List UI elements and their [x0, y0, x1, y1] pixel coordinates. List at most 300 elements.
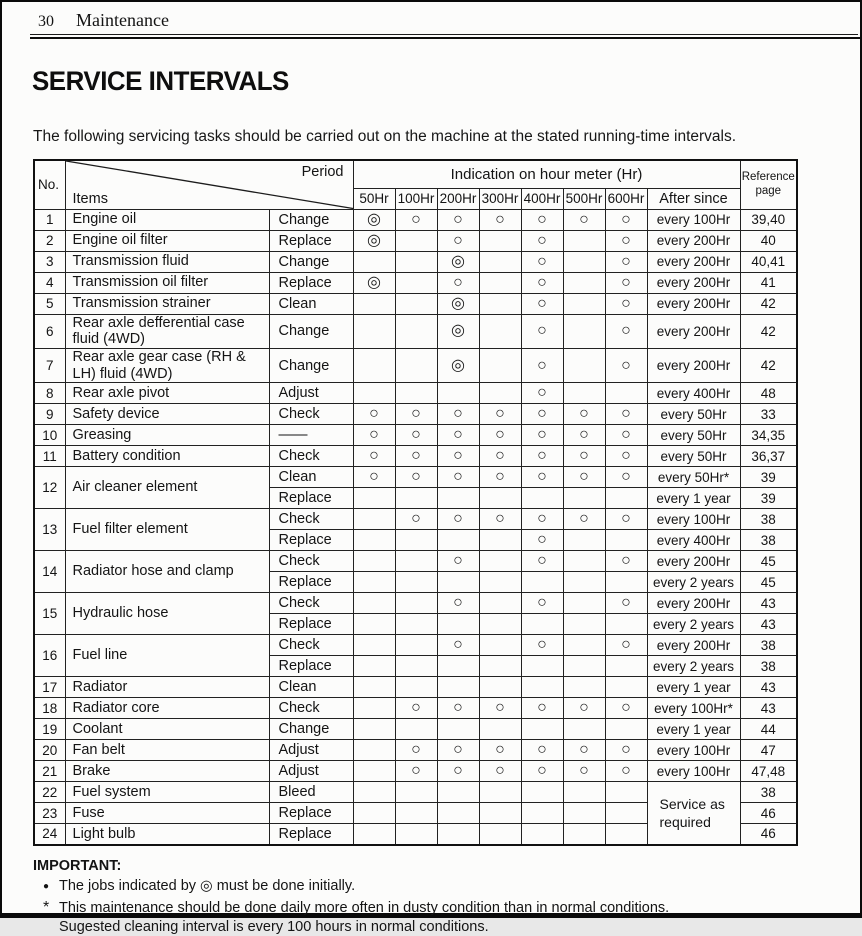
- hour-mark-cell: ○: [479, 467, 521, 488]
- row-number-cell: 9: [34, 404, 65, 425]
- period-cell: Check: [269, 698, 353, 719]
- hour-empty-cell: [479, 572, 521, 593]
- row-number-cell: 1: [34, 209, 65, 230]
- hour-mark-cell: ○: [395, 446, 437, 467]
- table-row: [34, 425, 797, 446]
- item-cell: Coolant: [65, 719, 269, 740]
- hour-mark-cell: ◎: [353, 209, 395, 230]
- legend-note-line1: This maintenance should be done daily more often in dusty condition than in normal conditions.: [59, 899, 670, 916]
- table-row: [34, 551, 797, 572]
- hour-mark-cell: ○: [605, 209, 647, 230]
- hour-empty-cell: [395, 530, 437, 551]
- hour-empty-cell: [563, 782, 605, 803]
- period-cell: Change: [269, 719, 353, 740]
- table-row: [34, 635, 797, 656]
- after-since-cell: every 200Hr: [647, 348, 740, 382]
- hour-empty-cell: [437, 614, 479, 635]
- hour-empty-cell: [395, 593, 437, 614]
- item-cell: Rear axle pivot: [65, 383, 269, 404]
- hour-empty-cell: [437, 677, 479, 698]
- period-cell: Clean: [269, 293, 353, 314]
- hour-empty-cell: [395, 314, 437, 348]
- hour-mark-cell: ○: [479, 404, 521, 425]
- hour-empty-cell: [479, 593, 521, 614]
- item-cell: Rear axle defferential case fluid (4WD): [65, 314, 269, 348]
- table-row: [34, 251, 797, 272]
- hour-mark-cell: ◎: [353, 272, 395, 293]
- after-since-cell: every 200Hr: [647, 635, 740, 656]
- hour-mark-cell: ○: [521, 404, 563, 425]
- reference-page-cell: 44: [740, 719, 797, 740]
- table-row: [34, 446, 797, 467]
- after-since-header: After since: [647, 188, 740, 209]
- hour-empty-cell: [563, 383, 605, 404]
- table-row: [34, 509, 797, 530]
- hour-mark-cell: ○: [353, 467, 395, 488]
- hour-empty-cell: [437, 656, 479, 677]
- legend-note-asterisk: [43, 899, 860, 936]
- hour-empty-cell: [479, 383, 521, 404]
- hour-empty-cell: [479, 314, 521, 348]
- reference-page-cell: 41: [740, 272, 797, 293]
- row-number-cell: 2: [34, 230, 65, 251]
- hour-empty-cell: [395, 383, 437, 404]
- hour-mark-cell: ○: [521, 230, 563, 251]
- item-cell: Safety device: [65, 404, 269, 425]
- hour-mark-cell: ○: [563, 740, 605, 761]
- reference-page-cell: 43: [740, 677, 797, 698]
- hour-mark-cell: ○: [521, 348, 563, 382]
- hour-empty-cell: [437, 824, 479, 845]
- hour-empty-cell: [563, 293, 605, 314]
- period-cell: Change: [269, 348, 353, 382]
- hour-empty-cell: [605, 530, 647, 551]
- after-since-cell: every 50Hr: [647, 425, 740, 446]
- hour-mark-cell: ○: [479, 425, 521, 446]
- hour-empty-cell: [353, 488, 395, 509]
- item-cell: Fuel line: [65, 635, 269, 677]
- hour-mark-cell: ○: [479, 698, 521, 719]
- reference-page-cell: 42: [740, 314, 797, 348]
- after-since-cell: every 200Hr: [647, 272, 740, 293]
- hour-empty-cell: [437, 719, 479, 740]
- reference-page-cell: 42: [740, 348, 797, 382]
- hour-empty-cell: [563, 656, 605, 677]
- after-since-cell: every 1 year: [647, 719, 740, 740]
- hour-mark-cell: ○: [437, 593, 479, 614]
- row-number-cell: 12: [34, 467, 65, 509]
- hour-empty-cell: [563, 593, 605, 614]
- hour-empty-cell: [395, 572, 437, 593]
- hour-mark-cell: ○: [353, 446, 395, 467]
- hour-empty-cell: [353, 614, 395, 635]
- after-since-cell: every 2 years: [647, 656, 740, 677]
- hour-empty-cell: [605, 656, 647, 677]
- hour-empty-cell: [605, 803, 647, 824]
- after-since-cell: every 50Hr: [647, 446, 740, 467]
- hour-mark-cell: ○: [521, 551, 563, 572]
- row-number-cell: 23: [34, 803, 65, 824]
- reference-page-cell: 45: [740, 572, 797, 593]
- hour-mark-cell: ○: [605, 635, 647, 656]
- reference-page-cell: 45: [740, 551, 797, 572]
- row-number-cell: 7: [34, 348, 65, 382]
- hour-empty-cell: [353, 348, 395, 382]
- hour-empty-cell: [563, 348, 605, 382]
- legend: [33, 858, 860, 936]
- table-row: [34, 740, 797, 761]
- table-row: [34, 348, 797, 382]
- service-intervals-table: [33, 159, 798, 846]
- hour-mark-cell: ○: [521, 467, 563, 488]
- after-since-cell: every 100Hr: [647, 509, 740, 530]
- hour-mark-cell: ○: [437, 272, 479, 293]
- hour-empty-cell: [479, 348, 521, 382]
- period-cell: Replace: [269, 824, 353, 845]
- hour-mark-cell: ○: [605, 230, 647, 251]
- hour-empty-cell: [353, 635, 395, 656]
- table-row: [34, 314, 797, 348]
- hour-mark-cell: ○: [605, 467, 647, 488]
- hour-empty-cell: [353, 572, 395, 593]
- hour-mark-cell: ○: [605, 314, 647, 348]
- hour-empty-cell: [395, 635, 437, 656]
- hour-empty-cell: [563, 272, 605, 293]
- hour-mark-cell: ○: [437, 635, 479, 656]
- hour-empty-cell: [521, 572, 563, 593]
- hour-mark-cell: ○: [521, 209, 563, 230]
- hour-empty-cell: [395, 348, 437, 382]
- hour-empty-cell: [479, 824, 521, 845]
- table-row: [34, 761, 797, 782]
- row-number-cell: 10: [34, 425, 65, 446]
- table-row: [34, 383, 797, 404]
- period-cell: ——: [269, 425, 353, 446]
- filled-circle-bullet-icon: ●: [43, 880, 50, 892]
- period-cell: Check: [269, 593, 353, 614]
- reference-page-cell: 39,40: [740, 209, 797, 230]
- hour-empty-cell: [479, 656, 521, 677]
- hour-mark-cell: ○: [521, 593, 563, 614]
- item-cell: Radiator core: [65, 698, 269, 719]
- hour-empty-cell: [437, 782, 479, 803]
- reference-page-cell: 43: [740, 698, 797, 719]
- table-body: [34, 209, 797, 845]
- hour-empty-cell: [563, 719, 605, 740]
- hour-empty-cell: [353, 677, 395, 698]
- hour-mark-cell: ○: [521, 314, 563, 348]
- reference-page-cell: 47: [740, 740, 797, 761]
- hour-empty-cell: [521, 677, 563, 698]
- hour-mark-cell: ○: [605, 404, 647, 425]
- hour-mark-cell: ◎: [437, 293, 479, 314]
- item-cell: Fuel system: [65, 782, 269, 803]
- period-cell: Adjust: [269, 761, 353, 782]
- hour-mark-cell: ○: [395, 509, 437, 530]
- hour-empty-cell: [395, 251, 437, 272]
- hour-empty-cell: [479, 719, 521, 740]
- hour-empty-cell: [353, 761, 395, 782]
- legend-note-initial: [43, 877, 860, 896]
- hour-empty-cell: [521, 614, 563, 635]
- hour-empty-cell: [395, 719, 437, 740]
- hour-mark-cell: ○: [605, 251, 647, 272]
- hour-mark-cell: ○: [605, 509, 647, 530]
- hour-empty-cell: [353, 530, 395, 551]
- hour-empty-cell: [563, 314, 605, 348]
- after-since-cell: every 400Hr: [647, 530, 740, 551]
- hour-empty-cell: [521, 824, 563, 845]
- hour-empty-cell: [521, 719, 563, 740]
- period-cell: Change: [269, 209, 353, 230]
- item-cell: Fan belt: [65, 740, 269, 761]
- hour-mark-cell: ○: [521, 509, 563, 530]
- hour-empty-cell: [395, 782, 437, 803]
- row-number-cell: 14: [34, 551, 65, 593]
- hour-mark-cell: ○: [437, 425, 479, 446]
- after-since-cell: every 50Hr: [647, 404, 740, 425]
- period-cell: Check: [269, 509, 353, 530]
- legend-heading: IMPORTANT:: [33, 857, 122, 874]
- hour-mark-cell: ○: [605, 593, 647, 614]
- hour-empty-cell: [605, 677, 647, 698]
- hour-mark-cell: ○: [479, 740, 521, 761]
- legend-note-text: The jobs indicated by ◎ must be done initially.: [59, 877, 356, 894]
- row-number-cell: 3: [34, 251, 65, 272]
- hour-empty-cell: [353, 656, 395, 677]
- hour-mark-cell: ○: [563, 425, 605, 446]
- row-number-cell: 5: [34, 293, 65, 314]
- period-cell: Bleed: [269, 782, 353, 803]
- row-number-cell: 22: [34, 782, 65, 803]
- hour-mark-cell: ○: [605, 272, 647, 293]
- hour-empty-cell: [563, 824, 605, 845]
- item-cell: Brake: [65, 761, 269, 782]
- hour-mark-cell: ○: [521, 293, 563, 314]
- after-since-cell: every 100Hr: [647, 761, 740, 782]
- hour-empty-cell: [395, 677, 437, 698]
- hour-mark-cell: ○: [395, 761, 437, 782]
- hour-empty-cell: [353, 740, 395, 761]
- hour-empty-cell: [395, 272, 437, 293]
- period-column-label: Period: [301, 164, 344, 180]
- hour-empty-cell: [437, 530, 479, 551]
- page-title: SERVICE INTERVALS: [32, 66, 289, 96]
- period-cell: Replace: [269, 230, 353, 251]
- hour-mark-cell: ○: [563, 698, 605, 719]
- hour-empty-cell: [353, 593, 395, 614]
- hour-mark-cell: ○: [605, 446, 647, 467]
- hour-empty-cell: [353, 782, 395, 803]
- hour-empty-cell: [395, 488, 437, 509]
- hour-header-400hr: 400Hr: [521, 188, 563, 209]
- hour-empty-cell: [479, 803, 521, 824]
- no-column-header: No.: [34, 160, 65, 209]
- reference-page-cell: 38: [740, 635, 797, 656]
- reference-page-cell: 42: [740, 293, 797, 314]
- after-since-cell: every 200Hr: [647, 251, 740, 272]
- after-since-cell: every 100Hr: [647, 209, 740, 230]
- after-since-cell: every 200Hr: [647, 293, 740, 314]
- after-since-cell: every 2 years: [647, 614, 740, 635]
- hour-mark-cell: ○: [605, 348, 647, 382]
- hour-mark-cell: ○: [395, 740, 437, 761]
- after-since-cell: every 2 years: [647, 572, 740, 593]
- row-number-cell: 20: [34, 740, 65, 761]
- reference-page-cell: 46: [740, 803, 797, 824]
- hour-empty-cell: [479, 635, 521, 656]
- hour-empty-cell: [353, 293, 395, 314]
- hour-empty-cell: [479, 251, 521, 272]
- item-cell: Air cleaner element: [65, 467, 269, 509]
- hour-empty-cell: [479, 551, 521, 572]
- hour-empty-cell: [479, 272, 521, 293]
- period-cell: Replace: [269, 614, 353, 635]
- hour-mark-cell: ◎: [437, 251, 479, 272]
- item-cell: Engine oil filter: [65, 230, 269, 251]
- reference-page-cell: 48: [740, 383, 797, 404]
- period-cell: Replace: [269, 488, 353, 509]
- hour-mark-cell: ○: [605, 551, 647, 572]
- asterisk-bullet-icon: *: [43, 898, 50, 916]
- hour-mark-cell: ○: [395, 404, 437, 425]
- hour-empty-cell: [437, 803, 479, 824]
- after-since-cell: every 200Hr: [647, 230, 740, 251]
- period-cell: Check: [269, 635, 353, 656]
- hour-mark-cell: ○: [521, 446, 563, 467]
- row-number-cell: 4: [34, 272, 65, 293]
- row-number-cell: 24: [34, 824, 65, 845]
- hour-empty-cell: [563, 251, 605, 272]
- reference-page-cell: 43: [740, 593, 797, 614]
- table-row: [34, 467, 797, 488]
- item-cell: Transmission fluid: [65, 251, 269, 272]
- reference-header-line1: Reference: [741, 170, 795, 183]
- hour-mark-cell: ○: [605, 698, 647, 719]
- table-row: [34, 272, 797, 293]
- hour-empty-cell: [605, 488, 647, 509]
- reference-page-cell: 33: [740, 404, 797, 425]
- row-number-cell: 11: [34, 446, 65, 467]
- page-number: 30: [38, 13, 54, 30]
- hour-empty-cell: [479, 614, 521, 635]
- table-row: [34, 677, 797, 698]
- hour-empty-cell: [353, 509, 395, 530]
- reference-page-cell: 36,37: [740, 446, 797, 467]
- hour-mark-cell: ○: [437, 446, 479, 467]
- hour-header-600hr: 600Hr: [605, 188, 647, 209]
- intro-text: The following servicing tasks should be carried out on the machine at the stated running-time intervals.: [33, 128, 737, 145]
- hour-empty-cell: [353, 314, 395, 348]
- period-cell: Check: [269, 551, 353, 572]
- after-since-cell: every 100Hr: [647, 740, 740, 761]
- hour-empty-cell: [395, 656, 437, 677]
- hour-empty-cell: [605, 782, 647, 803]
- after-since-cell: every 50Hr*: [647, 467, 740, 488]
- item-cell: Light bulb: [65, 824, 269, 845]
- header-rule-thin: [30, 34, 858, 35]
- hour-header-500hr: 500Hr: [563, 188, 605, 209]
- hour-empty-cell: [563, 551, 605, 572]
- hour-mark-cell: ◎: [437, 348, 479, 382]
- hour-mark-cell: ○: [479, 761, 521, 782]
- items-column-label: Items: [72, 190, 108, 207]
- item-cell: Fuse: [65, 803, 269, 824]
- item-cell: Engine oil: [65, 209, 269, 230]
- hour-empty-cell: [353, 551, 395, 572]
- hour-empty-cell: [479, 530, 521, 551]
- hour-empty-cell: [353, 803, 395, 824]
- hour-empty-cell: [605, 614, 647, 635]
- period-cell: Clean: [269, 467, 353, 488]
- row-number-cell: 18: [34, 698, 65, 719]
- hour-mark-cell: ○: [563, 509, 605, 530]
- period-cell: Change: [269, 314, 353, 348]
- hour-empty-cell: [353, 251, 395, 272]
- reference-page-header: [740, 160, 797, 209]
- item-cell: Battery condition: [65, 446, 269, 467]
- period-cell: Check: [269, 404, 353, 425]
- hour-mark-cell: ○: [521, 761, 563, 782]
- period-cell: Replace: [269, 530, 353, 551]
- page-header: [38, 10, 860, 31]
- hour-mark-cell: ○: [395, 209, 437, 230]
- period-cell: Change: [269, 251, 353, 272]
- reference-page-cell: 38: [740, 782, 797, 803]
- item-cell: Fuel filter element: [65, 509, 269, 551]
- hour-mark-cell: ○: [479, 446, 521, 467]
- hour-empty-cell: [395, 824, 437, 845]
- hour-empty-cell: [437, 488, 479, 509]
- reference-page-cell: 39: [740, 467, 797, 488]
- after-since-cell: every 1 year: [647, 488, 740, 509]
- reference-page-cell: 38: [740, 530, 797, 551]
- period-cell: Adjust: [269, 740, 353, 761]
- period-cell: Replace: [269, 272, 353, 293]
- hour-empty-cell: [395, 803, 437, 824]
- header-rule-thick: [30, 37, 860, 39]
- item-cell: Transmission strainer: [65, 293, 269, 314]
- hour-empty-cell: [563, 614, 605, 635]
- hour-mark-cell: ○: [437, 404, 479, 425]
- hour-empty-cell: [395, 614, 437, 635]
- row-number-cell: 16: [34, 635, 65, 677]
- period-cell: Clean: [269, 677, 353, 698]
- hour-mark-cell: ◎: [353, 230, 395, 251]
- hour-empty-cell: [479, 293, 521, 314]
- service-as-required-cell: Service as required: [647, 782, 740, 845]
- period-cell: Check: [269, 446, 353, 467]
- table-row: [34, 230, 797, 251]
- hour-empty-cell: [479, 677, 521, 698]
- row-number-cell: 17: [34, 677, 65, 698]
- hour-empty-cell: [563, 677, 605, 698]
- item-cell: Transmission oil filter: [65, 272, 269, 293]
- hour-mark-cell: ○: [563, 446, 605, 467]
- hour-mark-cell: ○: [437, 761, 479, 782]
- hour-header-100hr: 100Hr: [395, 188, 437, 209]
- item-cell: Hydraulic hose: [65, 593, 269, 635]
- after-since-cell: every 100Hr*: [647, 698, 740, 719]
- period-cell: Replace: [269, 803, 353, 824]
- reference-page-cell: 47,48: [740, 761, 797, 782]
- hour-empty-cell: [521, 488, 563, 509]
- after-since-cell: every 200Hr: [647, 593, 740, 614]
- table-row: [34, 404, 797, 425]
- hour-empty-cell: [563, 230, 605, 251]
- legend-note-line2: Sugested cleaning interval is every 100 hours in normal conditions.: [59, 918, 489, 935]
- hour-header-200hr: 200Hr: [437, 188, 479, 209]
